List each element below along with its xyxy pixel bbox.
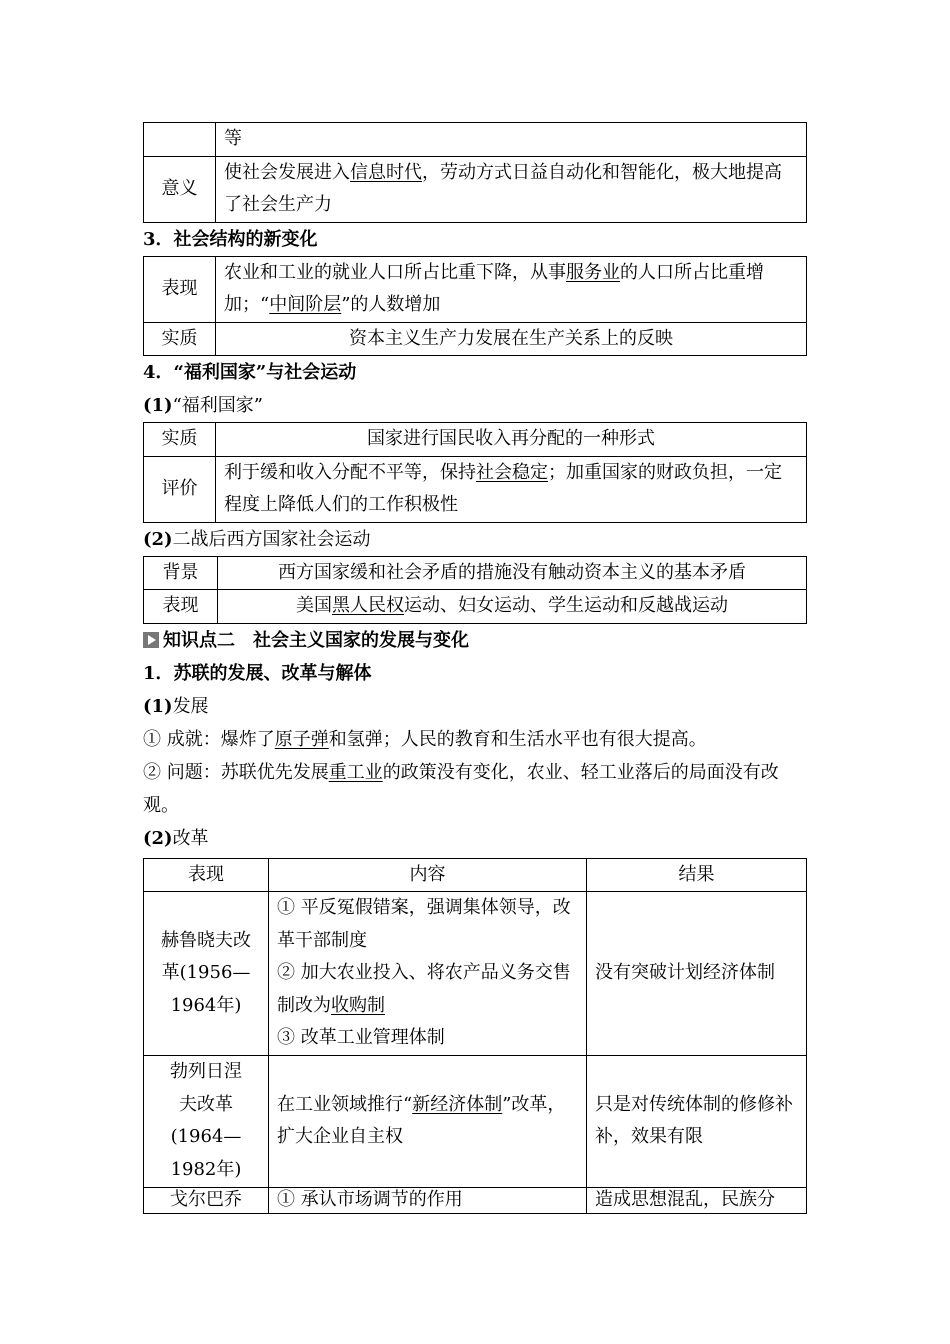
cell-text: ，劳动方式日益自动化和智能化，极大地提高了社会生产力 [224,161,782,215]
subheading [143,389,807,422]
sub-number: (1) [143,395,173,416]
underlined-term: 新经济体制 [412,1093,503,1115]
reform-label [144,1055,269,1187]
table-cell [216,123,807,157]
reform-label: 戈尔巴乔 [144,1187,269,1213]
section-heading: 1．苏联的发展、改革与解体 [143,662,372,684]
sub-number: (2) [143,827,173,849]
cell-text: 的人口所占比重增加；“ [224,261,764,315]
row-label: 评价 [144,456,216,522]
table-cell [218,590,807,624]
para-text: ② 问题：苏联优先发展 [143,761,329,783]
underlined-term: 社会稳定 [476,461,548,483]
row-label: 表现 [144,256,216,322]
table-cell: 造成思想混乱，民族分 [587,1187,807,1213]
cell-text: 美国 [296,595,332,616]
welfare-state-table [143,422,807,523]
cell-text: 使社会发展进入 [224,161,350,183]
subheading [143,523,807,556]
row-label: 表现 [144,590,218,624]
para-text: ① 成就：爆炸了 [143,728,275,750]
cell-text: 在工业领域推行“ [277,1093,413,1115]
cell-text: ”的人数增加 [341,294,441,315]
sub-text: 二战后西方国家社会运动 [172,528,371,550]
tech-revolution-table [143,122,807,223]
subheading [143,690,807,723]
table-cell: ① 承认市场调节的作用 [269,1187,587,1213]
table-cell [269,1055,587,1187]
table-cell [144,123,216,157]
list-item [277,957,578,1022]
row-label: 背景 [144,556,218,590]
knowledge-point-heading [143,624,807,657]
underlined-term: 原子弹 [274,728,329,750]
cell-text: 运动、妇女运动、学生运动和反越战运动 [404,595,728,616]
para-text: 的政策没有变化，农业、轻工业落后的局面没有改观。 [143,761,779,816]
table-cell [216,456,807,522]
underlined-term: 中间阶层 [269,294,342,315]
table-cell: 资本主义生产力发展在生产关系上的反映 [216,322,807,356]
table-cell: 国家进行国民收入再分配的一种形式 [216,423,807,457]
heading-text: 知识点二 社会主义国家的发展与变化 [163,629,469,651]
table-cell [216,156,807,222]
table-cell [269,892,587,1056]
social-structure-table [143,256,807,357]
underlined-term: 重工业 [328,761,383,783]
underlined-term: 黑人民权 [332,595,404,616]
cell-text: 利于缓和收入分配不平等，保持 [224,461,476,483]
table-cell: 只是对传统体制的修修补补，效果有限 [587,1055,807,1187]
table-cell [216,256,807,322]
row-label: 实质 [144,423,216,457]
column-header: 表现 [144,858,269,892]
cell-text: ”改革，扩大企业自主权 [277,1093,566,1147]
list-item: ③ 改革工业管理体制 [277,1027,445,1048]
cell-text: ；加重国家的财政负担，一定程度上降低人们的工作积极性 [224,461,782,515]
subheading [143,822,807,855]
label-text: 赫鲁晓夫改革(1956—1964年) [161,929,251,1016]
soviet-reform-table [143,858,807,1214]
sub-number: (2) [143,528,173,550]
column-header: 结果 [587,858,807,892]
cell-text: ② 加大农业投入、将农产品义务交售制改为 [277,962,571,1016]
cell-text: 农业和工业的就业人口所占比重下降，从事 [224,261,566,283]
social-movement-table [143,556,807,624]
column-header: 内容 [269,858,587,892]
sub-text: “福利国家” [172,395,263,416]
row-label: 实质 [144,322,216,356]
sub-text: 发展 [172,695,209,717]
cell-text: 等 [224,128,242,149]
label-text: 勃列日涅夫改革(1964—1982年) [170,1061,242,1180]
section-heading: 4．“福利国家”与社会运动 [143,362,357,383]
reform-label [144,892,269,1056]
para-text: 和氢弹；人民的教育和生活水平也有很大提高。 [328,728,707,750]
list-item: ① 平反冤假错案，强调集体领导，改革干部制度 [277,897,571,951]
section-heading: 3．社会结构的新变化 [143,228,318,250]
underlined-term: 收购制 [331,994,385,1016]
sub-number: (1) [143,695,173,717]
paragraph [143,723,807,756]
document-page [143,122,807,1214]
table-cell: 西方国家缓和社会矛盾的措施没有触动资本主义的基本矛盾 [218,556,807,590]
play-triangle-icon [143,632,159,648]
underlined-term: 服务业 [566,261,620,283]
table-cell: 没有突破计划经济体制 [587,892,807,1056]
paragraph [143,756,807,822]
row-label: 意义 [144,156,216,222]
underlined-term: 信息时代 [350,161,422,183]
sub-text: 改革 [172,827,209,849]
